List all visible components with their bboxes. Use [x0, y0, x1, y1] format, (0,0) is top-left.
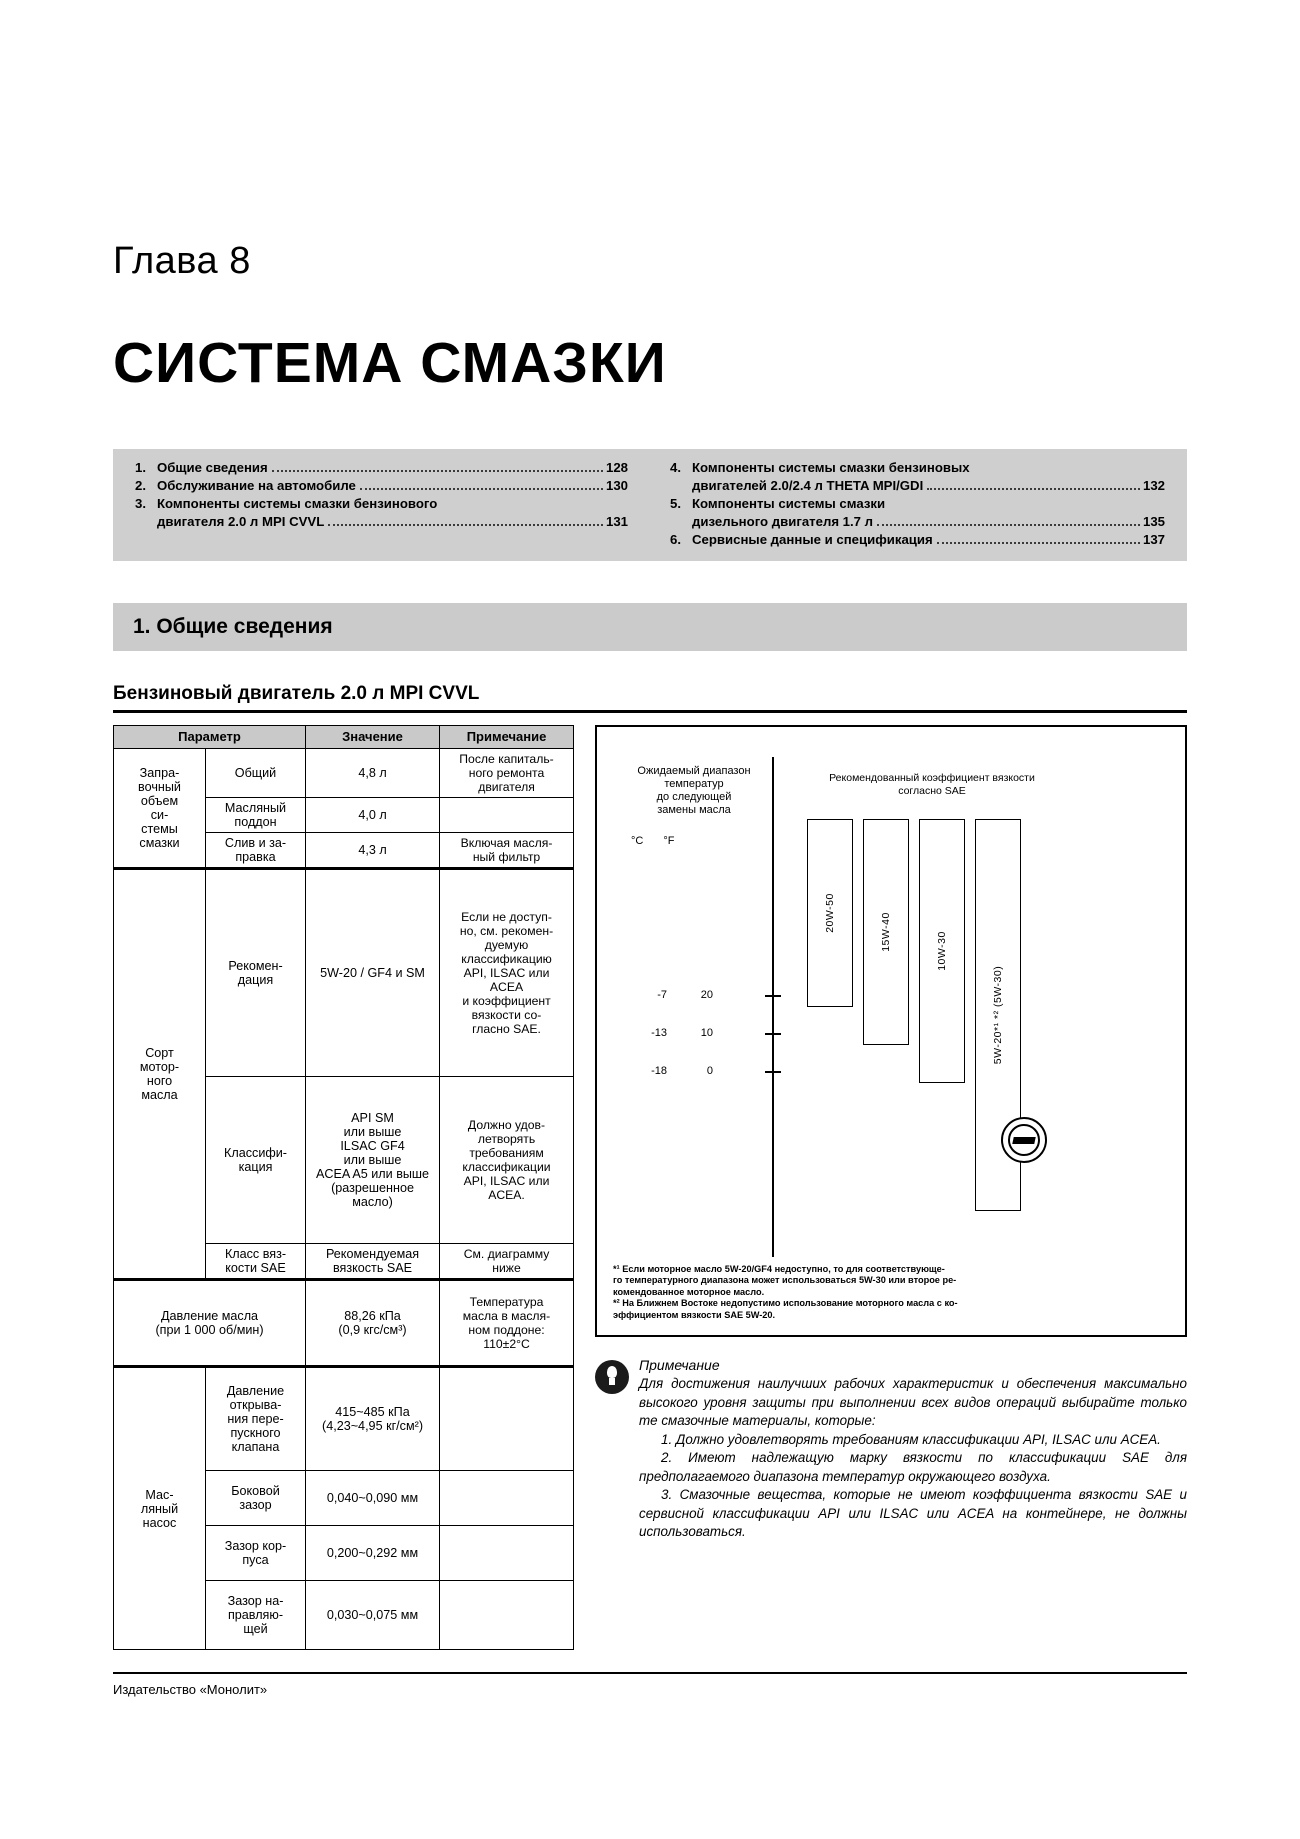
footnote-line: го температурного диапазона может использоваться 5W-30 или второе ре- — [613, 1275, 957, 1285]
row-value: 0,200~0,292 мм — [306, 1526, 440, 1581]
table-row — [114, 1280, 574, 1367]
toc-entry-body — [157, 477, 628, 495]
row-group-label: Сорт мотор- ного масла — [114, 869, 206, 1280]
toc-entry-page: 131 — [605, 514, 628, 529]
row-note: Если не доступ- но, см. рекомен- дуемую классификацию API, ILSAC или ACEA и коэффициент вязкости со- гласно SAE. — [440, 869, 574, 1077]
toc-entry[interactable] — [135, 459, 628, 477]
toc-column-right — [650, 459, 1165, 549]
row-note: Включая масля- ный фильтр — [440, 833, 574, 869]
row-note — [440, 1471, 574, 1526]
row-parameter: Рекомен- дация — [206, 869, 306, 1077]
toc-entry-body — [157, 495, 628, 531]
diagram-footnotes — [613, 1264, 1173, 1322]
toc-entry-label: Обслуживание на автомобиле — [157, 478, 356, 493]
row-parameter: Зазор кор- пуса — [206, 1526, 306, 1581]
unit-celsius: °C — [631, 835, 644, 847]
footnote-line: *¹ Если моторное масло 5W-20/GF4 недоступно, то для соответствующе- — [613, 1263, 945, 1274]
row-parameter: Слив и за- правка — [206, 833, 306, 869]
subsection-heading: Бензиновый двигатель 2.0 л MPI CVVL — [113, 683, 1187, 713]
section-heading-text: 1. Общие сведения — [133, 615, 333, 638]
toc-entry-label: Сервисные данные и спецификация — [692, 532, 933, 547]
tick-celsius: -13 — [651, 1027, 667, 1039]
chapter-number: Глава 8 — [113, 240, 251, 282]
toc-leader-dots — [927, 487, 1140, 490]
axis-tick-mark — [765, 995, 781, 997]
toc-leader-dots — [272, 469, 603, 472]
toc-entry-label-line2: дизельного двигателя 1.7 л — [692, 514, 874, 529]
toc-entry-page: 135 — [1142, 514, 1165, 529]
note-paragraph: Для достижения наилучших рабочих характеристик и обеспечения максимально высокого уровня защиты при выполнении всех видов операций выбирайте только те смазочные материалы, которые: — [639, 1376, 1187, 1428]
toc-entry-body — [692, 531, 1165, 549]
table-row — [114, 749, 574, 798]
row-note — [440, 1581, 574, 1650]
tick-celsius: -18 — [651, 1065, 667, 1077]
toc-entry-label: Компоненты системы смазки бензинового — [157, 496, 438, 511]
toc-leader-dots — [877, 523, 1140, 526]
toc-entry[interactable] — [135, 477, 628, 495]
diagram-right-title: Рекомендованный коэффициент вязкости согласно SAE — [829, 772, 1035, 797]
table-header-row — [114, 726, 574, 749]
row-group-label: Запра- вочный объем си- стемы смазки — [114, 749, 206, 869]
unit-fahrenheit: °F — [663, 835, 675, 847]
row-value: 4,0 л — [306, 798, 440, 833]
viscosity-band-label: 10W-30 — [936, 931, 948, 971]
viscosity-band-label: 20W-50 — [824, 893, 836, 933]
toc-entry-number: 1. — [135, 460, 146, 475]
row-parameter: Классифи- кация — [206, 1077, 306, 1244]
toc-entry[interactable] — [670, 531, 1165, 549]
row-parameter: Класс вяз- кости SAE — [206, 1244, 306, 1280]
stamp-icon — [1001, 1117, 1047, 1163]
row-note: См. диаграмму ниже — [440, 1244, 574, 1280]
row-value: 0,040~0,090 мм — [306, 1471, 440, 1526]
footnote-line: комендованное моторное масло. — [613, 1286, 765, 1297]
toc-leader-dots — [937, 541, 1140, 544]
spec-table-column — [113, 725, 573, 1650]
row-value: API SM или выше ILSAC GF4 или выше ACEA A5 или выше (разрешенное масло) — [306, 1077, 440, 1244]
note-title: Примечание — [639, 1357, 720, 1373]
table-row — [114, 1367, 574, 1471]
axis-tick — [625, 989, 755, 1001]
two-column-body — [113, 725, 1187, 1650]
column-header-parameter: Параметр — [114, 726, 306, 749]
toc-entry-page: 128 — [605, 460, 628, 475]
note-callout — [595, 1357, 1187, 1542]
tick-fahrenheit: 0 — [706, 1065, 713, 1077]
page-footer — [113, 1672, 1187, 1697]
column-header-note: Примечание — [440, 726, 574, 749]
tick-fahrenheit: 20 — [700, 989, 713, 1001]
diagram-column — [595, 725, 1187, 1542]
row-value: 0,030~0,075 мм — [306, 1581, 440, 1650]
tick-celsius: -7 — [657, 989, 667, 1001]
footnote-line: *² На Ближнем Востоке недопустимо использование моторного масла с ко- — [613, 1298, 958, 1308]
toc-column-left — [135, 459, 650, 549]
toc-leader-dots — [328, 523, 603, 526]
diagram-left-title: Ожидаемый диапазон температур до следующей замены масла — [637, 765, 751, 816]
row-parameter: Масляный поддон — [206, 798, 306, 833]
row-parameter: Зазор на- правляю- щей — [206, 1581, 306, 1650]
diagram-divider — [772, 757, 774, 1257]
row-parameter: Давление открыва- ния пере- пускного клапана — [206, 1367, 306, 1471]
toc-entry-number: 3. — [135, 496, 146, 511]
toc-entry-body — [692, 459, 1165, 495]
viscosity-band-label: 15W-40 — [880, 912, 892, 952]
row-note — [440, 798, 574, 833]
tick-fahrenheit: 10 — [700, 1027, 713, 1039]
row-parameter: Общий — [206, 749, 306, 798]
row-note — [440, 1526, 574, 1581]
toc-entry-body — [692, 495, 1165, 531]
row-note: После капиталь- ного ремонта двигателя — [440, 749, 574, 798]
toc-entry-number: 4. — [670, 460, 681, 475]
row-value: Рекомендуемая вязкость SAE — [306, 1244, 440, 1280]
toc-entry[interactable] — [670, 495, 1165, 531]
footnote-line: эффициентом вязкости SAE 5W-20. — [613, 1309, 776, 1320]
row-note: Температура масла в масля- ном поддоне: 110±2°C — [440, 1280, 574, 1367]
axis-tick — [625, 1027, 755, 1039]
toc-entry-body — [157, 459, 628, 477]
viscosity-band-10w30 — [919, 819, 965, 1083]
toc-entry-page: 130 — [605, 478, 628, 493]
row-parameter: Давление масла (при 1 000 об/мин) — [114, 1280, 306, 1367]
sae-viscosity-diagram — [595, 725, 1187, 1337]
toc-entry-label-line2: двигателя 2.0 л MPI CVVL — [157, 514, 325, 529]
section-heading-bar — [113, 603, 1187, 651]
axis-tick-mark — [765, 1033, 781, 1035]
column-header-value: Значение — [306, 726, 440, 749]
note-paragraph: 1. Должно удовлетворять требованиям классификации API, ILSAC или ACEA. — [661, 1431, 1161, 1447]
viscosity-band-label: 5W-20*¹ *² (5W-30) — [992, 965, 1004, 1065]
toc-entry-number: 6. — [670, 532, 681, 547]
publisher-name: Издательство «Монолит» — [113, 1682, 268, 1697]
viscosity-band-15w40 — [863, 819, 909, 1045]
toc-entry-label-line2: двигателей 2.0/2.4 л THETA MPI/GDI — [692, 478, 924, 493]
row-value: 4,8 л — [306, 749, 440, 798]
axis-tick-mark — [765, 1071, 781, 1073]
toc-entry-label: Компоненты системы смазки бензиновых — [692, 460, 970, 475]
toc-entry-number: 5. — [670, 496, 681, 511]
viscosity-band-20w50 — [807, 819, 853, 1007]
toc-entry[interactable] — [670, 459, 1165, 495]
row-note: Должно удов- летворять требованиям классификации API, ILSAC или ACEA. — [440, 1077, 574, 1244]
toc-entry-label: Общие сведения — [157, 460, 268, 475]
toc-entry-page: 137 — [1142, 532, 1165, 547]
toc-entry[interactable] — [135, 495, 628, 531]
lightbulb-icon — [595, 1360, 629, 1394]
page-content — [113, 0, 1187, 1650]
note-paragraph: 3. Смазочные вещества, которые не имеют коэффициента вязкости SAE и сервисной классификации API или ILSAC или ACEA на контейнере, не должны использоваться. — [639, 1487, 1187, 1539]
table-row — [114, 869, 574, 1077]
specifications-table — [113, 725, 574, 1650]
toc-entry-number: 2. — [135, 478, 146, 493]
row-value: 5W-20 / GF4 и SM — [306, 869, 440, 1077]
toc-leader-dots — [360, 487, 603, 490]
row-parameter: Боковой зазор — [206, 1471, 306, 1526]
note-text — [639, 1375, 1187, 1542]
table-of-contents — [113, 449, 1187, 561]
row-group-label: Мас- ляный насос — [114, 1367, 206, 1650]
toc-entry-label: Компоненты системы смазки — [692, 496, 886, 511]
row-value: 88,26 кПа (0,9 кгс/см³) — [306, 1280, 440, 1367]
note-paragraph: 2. Имеют надлежащую марку вязкости по классификации SAE для предполагаемого диапазона температур окружающего воздуха. — [639, 1450, 1187, 1484]
diagram-axis-units — [631, 835, 674, 847]
row-value: 4,3 л — [306, 833, 440, 869]
toc-entry-page: 132 — [1142, 478, 1165, 493]
axis-tick — [625, 1065, 755, 1077]
row-note — [440, 1367, 574, 1471]
chapter-title: СИСТЕМА СМАЗКИ — [113, 331, 667, 395]
row-value: 415~485 кПа (4,23~4,95 кг/см²) — [306, 1367, 440, 1471]
